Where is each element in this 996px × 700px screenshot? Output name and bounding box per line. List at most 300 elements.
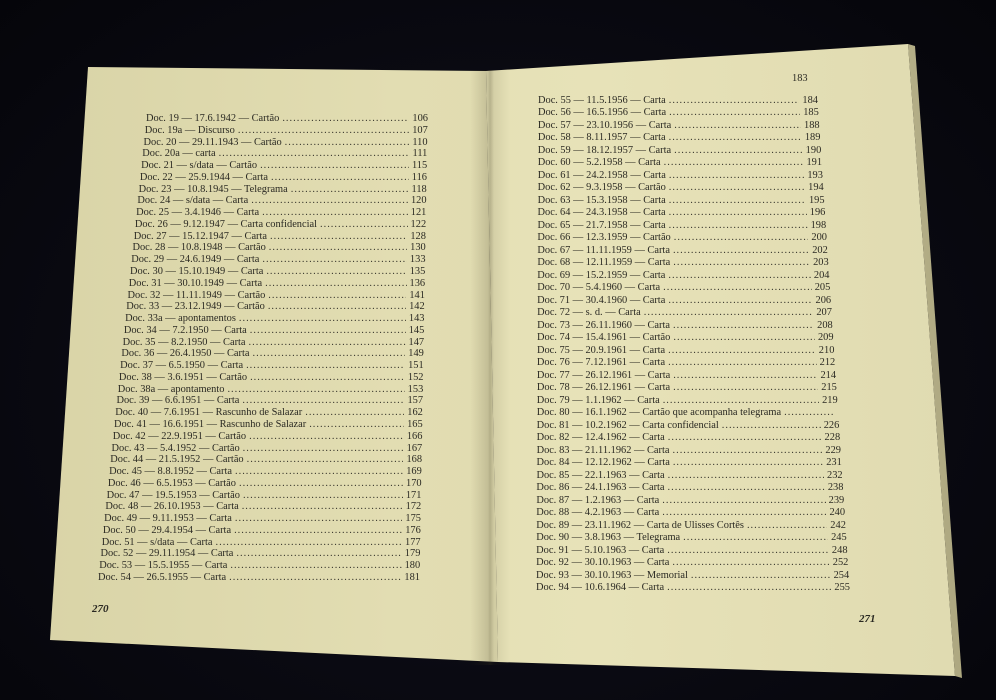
entry-title: Doc. 42 — 22.9.1951 — Cartão	[112, 430, 247, 442]
entry-title: Doc. 34 — 7.2.1950 — Carta	[123, 324, 247, 336]
leader-dots	[669, 170, 804, 182]
toc-entry	[537, 432, 841, 444]
toc-entry	[536, 557, 848, 569]
toc-entry	[537, 357, 835, 369]
leader-dots	[668, 295, 812, 307]
toc-entry	[537, 345, 834, 357]
leader-dots	[320, 219, 408, 231]
entry-title: Doc. 90 — 3.8.1963 — Telegrama	[536, 532, 681, 544]
leader-dots	[239, 478, 403, 490]
toc-entry	[107, 490, 422, 502]
entry-page-number: 162	[407, 407, 423, 419]
entry-title: Doc. 65 — 21.7.1958 — Carta	[537, 219, 666, 231]
entry-title: Doc. 68 — 12.11.1959 — Carta	[537, 257, 671, 269]
leader-dots	[246, 360, 405, 372]
leader-dots	[668, 345, 816, 357]
entry-title: Doc. 33 — 23.12.1949 — Cartão	[126, 301, 265, 313]
leader-dots	[238, 125, 409, 137]
entry-title: Doc. 40 — 7.6.1951 — Rascunho de Salazar	[115, 407, 303, 419]
leader-dots	[663, 395, 819, 407]
leader-dots	[243, 443, 404, 455]
entry-page-number: 176	[405, 524, 421, 536]
entry-title: Doc. 32 — 11.11.1949 — Cartão	[127, 289, 266, 301]
entry-page-number: 229	[825, 444, 841, 456]
entry-title: Doc. 20a — carta	[142, 148, 216, 160]
entry-page-number: 122	[410, 218, 427, 230]
toc-entry	[537, 382, 837, 394]
entry-page-number: 226	[823, 419, 840, 431]
toc-entry	[537, 370, 836, 382]
entry-page-number: 191	[806, 157, 823, 169]
entry-title: Doc. 81 — 10.2.1962 — Carta confidencial	[536, 419, 719, 431]
entry-title: Doc. 86 — 24.1.1963 — Carta	[536, 482, 665, 494]
entry-title: Doc. 87 — 1.2.1963 — Carta	[536, 494, 660, 506]
entry-page-number: 157	[407, 395, 424, 407]
entry-page-number: 204	[813, 269, 830, 281]
leader-dots	[662, 507, 826, 519]
entry-page-number: 165	[407, 419, 423, 430]
toc-entry	[538, 145, 821, 157]
toc-entry	[141, 160, 427, 172]
toc-entry	[537, 420, 840, 432]
entry-page-number: 142	[409, 301, 425, 313]
entry-title: Doc. 20 — 29.11.1943 — Cartão	[143, 136, 282, 148]
leader-dots	[669, 207, 807, 219]
leader-dots	[673, 332, 815, 344]
toc-entry	[137, 195, 426, 207]
entry-page-number: 208	[817, 319, 833, 331]
entry-page-number: 194	[808, 182, 824, 194]
entry-page-number: 130	[410, 242, 426, 254]
entry-title: Doc. 58 — 8.11.1957 — Carta	[537, 132, 666, 144]
leader-dots	[265, 278, 406, 290]
toc-entry	[538, 120, 820, 132]
leader-dots	[253, 348, 406, 360]
entry-title: Doc. 74 — 15.4.1961 — Cartão	[537, 332, 671, 344]
toc-entry	[113, 431, 423, 443]
leader-dots	[669, 132, 802, 144]
toc-entry	[129, 278, 425, 290]
leader-dots	[669, 107, 800, 119]
leader-dots	[230, 560, 401, 572]
entry-title: Doc. 41 — 16.6.1951 — Rascunho de Salazar	[114, 419, 307, 430]
entry-title: Doc. 64 — 24.3.1958 — Carta	[537, 207, 666, 219]
leader-dots	[227, 384, 404, 396]
leader-dots	[262, 207, 408, 219]
entry-title: Doc. 59 — 18.12.1957 — Carta	[537, 144, 672, 156]
entry-title: Doc. 29 — 24.6.1949 — Carta	[131, 254, 260, 266]
leader-dots	[309, 419, 404, 431]
leader-dots	[216, 537, 403, 549]
entry-title: Doc. 28 — 10.8.1948 — Cartão	[132, 242, 266, 254]
toc-entry	[536, 495, 844, 507]
leader-dots	[239, 313, 406, 325]
entry-page-number: 181	[404, 572, 420, 583]
entry-page-number: 198	[810, 219, 827, 231]
toc-entry	[126, 301, 424, 313]
entry-title: Doc. 30 — 15.10.1949 — Carta	[130, 266, 264, 277]
entry-title: Doc. 71 — 30.4.1960 — Carta	[537, 294, 666, 306]
leader-dots	[673, 445, 823, 457]
toc-entry	[128, 290, 425, 302]
entry-title: Doc. 57 — 23.10.1956 — Carta	[537, 119, 672, 131]
toc-entry	[120, 360, 424, 372]
entry-page-number: 110	[412, 136, 428, 148]
toc-entry	[538, 95, 818, 107]
entry-title: Doc. 38 — 3.6.1951 — Cartão	[118, 371, 248, 383]
entry-page-number: 143	[408, 313, 425, 325]
leader-dots	[234, 525, 402, 537]
entry-page-number: 248	[831, 544, 848, 556]
toc-entry	[144, 137, 428, 149]
entry-page-number: 255	[834, 582, 850, 593]
toc-entry	[537, 232, 827, 244]
entry-page-number: 240	[829, 507, 846, 519]
entry-title: Doc. 85 — 22.1.1963 — Carta	[536, 469, 665, 481]
leader-dots	[305, 407, 404, 419]
entry-page-number: 166	[406, 430, 423, 442]
toc-entry	[537, 270, 829, 282]
entry-page-number: 120	[410, 195, 427, 207]
toc-entry	[536, 570, 849, 582]
entry-title: Doc. 76 — 7.12.1961 — Carta	[536, 357, 666, 369]
toc-entry	[537, 407, 839, 419]
toc-entry	[103, 525, 421, 537]
top-page-number: 183	[792, 73, 808, 84]
entry-title: Doc. 48 — 26.10.1953 — Carta	[105, 501, 239, 513]
entry-title: Doc. 37 — 6.5.1950 — Carta	[120, 360, 244, 372]
toc-entry	[536, 482, 843, 494]
leader-dots	[662, 495, 825, 507]
leader-dots	[270, 231, 407, 243]
leader-dots	[673, 370, 817, 382]
leader-dots	[691, 570, 831, 582]
leader-dots	[669, 220, 808, 232]
entry-page-number: 212	[819, 357, 836, 369]
toc-entry	[538, 195, 825, 207]
toc-entry	[132, 242, 425, 254]
leader-dots	[722, 420, 821, 432]
entry-page-number: 205	[814, 282, 831, 294]
entry-page-number: 175	[405, 513, 421, 525]
toc-entry	[536, 520, 846, 532]
toc-entry	[142, 148, 427, 160]
toc-entry	[115, 407, 423, 419]
entry-page-number: 141	[409, 289, 425, 301]
entry-page-number: 231	[826, 457, 842, 469]
entry-page-number: 214	[820, 369, 837, 381]
toc-entry	[98, 572, 420, 584]
entry-page-number: 147	[408, 336, 425, 348]
leader-dots	[664, 157, 804, 169]
toc-entry	[537, 320, 833, 332]
toc-entry	[538, 132, 821, 144]
entry-title: Doc. 27 — 15.12.1947 — Carta	[133, 230, 268, 242]
leader-dots	[251, 195, 408, 207]
entry-title: Doc. 69 — 15.2.1959 — Carta	[537, 269, 666, 281]
entry-page-number: 196	[809, 207, 826, 219]
entry-title: Doc. 89 — 23.11.1962 — Carta de Ulisses Cortês	[536, 519, 744, 531]
entry-page-number: 228	[824, 432, 841, 444]
entry-page-number: 136	[409, 277, 426, 289]
leader-dots	[673, 382, 818, 394]
leader-dots	[683, 532, 828, 544]
entry-page-number: 121	[410, 207, 427, 219]
toc-entry	[135, 219, 426, 231]
entry-title: Doc. 47 — 19.5.1953 — Cartão	[106, 489, 240, 501]
entry-title: Doc. 49 — 9.11.1953 — Carta	[104, 513, 232, 525]
leader-dots	[674, 232, 809, 244]
leader-dots	[268, 290, 406, 302]
entry-title: Doc. 46 — 6.5.1953 — Cartão	[107, 477, 236, 489]
entry-page-number: 111	[412, 148, 428, 160]
toc-entry	[537, 332, 834, 344]
leader-dots	[669, 195, 806, 207]
entry-page-number: 254	[833, 569, 850, 581]
toc-entry	[536, 582, 850, 594]
entry-title: Doc. 19a — Discurso	[144, 124, 235, 136]
leader-dots	[242, 395, 404, 407]
leader-dots	[291, 184, 409, 196]
entry-title: Doc. 88 — 4.2.1963 — Carta	[536, 507, 660, 519]
entry-title: Doc. 36 — 26.4.1950 — Carta	[121, 348, 250, 360]
leader-dots	[229, 572, 401, 584]
leader-dots	[644, 307, 814, 319]
toc-entry	[140, 172, 427, 184]
entry-title: Doc. 73 — 26.11.1960 — Carta	[537, 319, 671, 331]
entry-page-number: 242	[830, 519, 846, 531]
toc-entry	[536, 470, 842, 482]
toc-entry	[123, 337, 424, 349]
toc-entry	[118, 384, 424, 396]
toc-entry	[121, 348, 424, 360]
toc-entry	[537, 445, 841, 457]
leader-dots	[673, 320, 814, 332]
toc-entry	[110, 454, 422, 466]
toc-entry	[537, 220, 826, 232]
leader-dots	[674, 120, 801, 132]
leader-dots	[269, 242, 407, 254]
leader-dots	[673, 457, 823, 469]
entry-page-number: 202	[812, 244, 828, 256]
leader-dots	[784, 407, 835, 419]
toc-entry	[537, 257, 828, 269]
leader-dots	[242, 501, 403, 513]
leader-dots	[260, 160, 409, 172]
toc-entry	[130, 266, 425, 278]
toc-entry	[114, 419, 423, 431]
toc-entry	[538, 170, 823, 182]
toc-entry	[536, 532, 847, 544]
leader-dots	[663, 282, 812, 294]
entry-title: Doc. 21 — s/data — Cartão	[141, 160, 258, 172]
leader-dots	[669, 182, 805, 194]
leader-dots	[668, 482, 825, 494]
leader-dots	[672, 557, 829, 569]
entry-page-number: 168	[406, 454, 423, 466]
toc-entry	[99, 560, 420, 572]
entry-title: Doc. 61 — 24.2.1958 — Carta	[537, 169, 666, 181]
entry-title: Doc. 54 — 26.5.1955 — Carta	[98, 572, 227, 583]
entry-title: Doc. 26 — 9.12.1947 — Carta confidencial	[134, 218, 318, 230]
entry-title: Doc. 94 — 10.6.1964 — Carta	[536, 582, 665, 593]
entry-page-number: 207	[816, 307, 832, 319]
toc-entry	[145, 125, 428, 137]
entry-page-number: 172	[405, 501, 422, 513]
entry-page-number: 185	[803, 107, 819, 119]
leader-dots	[282, 113, 409, 125]
entry-title: Doc. 93 — 30.10.1963 — Memorial	[536, 569, 688, 581]
entry-page-number: 135	[409, 266, 426, 277]
entry-page-number: 167	[406, 442, 423, 454]
entry-title: Doc. 82 — 12.4.1962 — Carta	[536, 432, 665, 444]
entry-title: Doc. 53 — 15.5.1955 — Carta	[99, 560, 228, 572]
toc-entry	[124, 325, 424, 337]
entry-page-number: 203	[813, 257, 829, 269]
entry-page-number: 184	[802, 95, 818, 106]
entry-page-number: 239	[828, 494, 845, 506]
toc-entry	[538, 207, 826, 219]
entry-title: Doc. 45 — 8.8.1952 — Carta	[109, 466, 232, 478]
entry-page-number: 149	[408, 348, 424, 360]
left-folio: 270	[92, 603, 109, 615]
toc-entry	[537, 457, 842, 469]
toc-entry	[536, 545, 847, 557]
entry-title: Doc. 50 — 29.4.1954 — Carta	[102, 524, 232, 536]
entry-page-number: 232	[827, 469, 843, 481]
entry-title: Doc. 63 — 15.3.1958 — Carta	[537, 194, 666, 206]
toc-entry	[131, 254, 425, 266]
entry-page-number: 200	[811, 232, 827, 244]
leader-dots	[673, 245, 809, 257]
entry-title: Doc. 66 — 12.3.1959 — Cartão	[537, 232, 671, 244]
leader-dots	[669, 95, 800, 107]
entry-page-number: 195	[808, 194, 825, 206]
toc-entry	[537, 295, 831, 307]
leader-dots	[249, 337, 406, 349]
leader-dots	[271, 172, 409, 184]
entry-title: Doc. 67 — 11.11.1959 — Carta	[537, 244, 670, 256]
entry-page-number: 189	[804, 132, 821, 144]
toc-entry	[538, 157, 822, 169]
entry-title: Doc. 35 — 8.2.1950 — Carta	[122, 336, 246, 348]
leader-dots	[674, 145, 803, 157]
entry-page-number: 252	[832, 557, 849, 569]
toc-entry	[538, 182, 824, 194]
toc-entry	[102, 537, 421, 549]
entry-page-number: 133	[409, 254, 426, 266]
toc-entry	[537, 307, 832, 319]
entry-title: Doc. 39 — 6.6.1951 — Carta	[116, 395, 240, 407]
entry-title: Doc. 23 — 10.8.1945 — Telegrama	[138, 183, 288, 195]
toc-entry	[125, 313, 424, 325]
toc-entry	[537, 282, 830, 294]
entry-title: Doc. 70 — 5.4.1960 — Carta	[537, 282, 661, 294]
entry-title: Doc. 83 — 21.11.1962 — Carta	[536, 444, 670, 456]
entry-page-number: 152	[407, 371, 424, 383]
entry-page-number: 190	[805, 144, 822, 156]
toc-entry	[112, 443, 423, 455]
leader-dots	[268, 301, 406, 313]
entry-page-number: 128	[410, 230, 426, 242]
toc-entry	[536, 507, 845, 519]
entry-title: Doc. 19 — 17.6.1942 — Cartão	[146, 113, 280, 124]
entry-title: Doc. 25 — 3.4.1946 — Carta	[136, 207, 260, 219]
entry-title: Doc. 51 — s/data — Carta	[101, 536, 213, 548]
entry-page-number: 116	[411, 171, 427, 183]
toc-entry	[108, 478, 422, 490]
entry-page-number: 118	[411, 183, 427, 195]
entry-page-number: 179	[404, 548, 421, 560]
entry-page-number: 177	[405, 536, 421, 548]
leader-dots	[235, 466, 403, 478]
entry-page-number: 238	[827, 482, 844, 494]
toc-entry	[109, 466, 422, 478]
leader-dots	[249, 431, 404, 443]
toc-entry	[538, 107, 819, 119]
entry-page-number: 153	[407, 383, 424, 395]
entry-title: Doc. 22 — 25.9.1944 — Carta	[139, 171, 268, 183]
toc-entry	[136, 207, 426, 219]
entry-title: Doc. 79 — 1.1.1962 — Carta	[536, 394, 660, 406]
leader-dots	[667, 582, 831, 594]
leader-dots	[668, 357, 817, 369]
entry-page-number: 180	[404, 560, 421, 572]
entry-title: Doc. 78 — 26.12.1961 — Carta	[536, 382, 671, 394]
toc-entry	[100, 548, 420, 560]
leader-dots	[285, 137, 410, 149]
leader-dots	[668, 470, 824, 482]
entry-title: Doc. 84 — 12.12.1962 — Carta	[536, 457, 670, 469]
entry-page-number: 219	[822, 394, 838, 406]
entry-page-number: 206	[815, 294, 832, 306]
leader-dots	[250, 325, 406, 337]
leader-dots	[262, 254, 407, 266]
toc-entry	[537, 395, 838, 407]
leader-dots	[247, 454, 404, 466]
toc-entry	[104, 513, 421, 525]
toc-entry	[537, 245, 827, 257]
leader-dots	[668, 432, 822, 444]
entry-page-number: 107	[412, 124, 428, 136]
entry-title: Doc. 80 — 16.1.1962 — Cartão que acompanha telegrama	[536, 407, 782, 419]
entry-title: Doc. 44 — 21.5.1952 — Cartão	[110, 454, 244, 466]
entry-title: Doc. 72 — s. d. — Carta	[537, 307, 641, 319]
leader-dots	[243, 490, 403, 502]
leader-dots	[673, 257, 810, 269]
entry-page-number: 209	[817, 332, 834, 344]
toc-entry	[134, 231, 426, 243]
entry-title: Doc. 38a — apontamento	[117, 383, 225, 395]
leader-dots	[668, 270, 810, 282]
entry-title: Doc. 24 — s/data — Carta	[137, 195, 249, 207]
entry-page-number: 170	[406, 477, 422, 489]
entry-page-number: 115	[411, 160, 428, 172]
toc-entry	[139, 184, 427, 196]
toc-entry	[146, 113, 428, 125]
entry-title: Doc. 56 — 16.5.1956 — Carta	[537, 107, 667, 119]
leader-dots	[235, 513, 403, 525]
entry-title: Doc. 33a — apontamentos	[125, 313, 236, 325]
leader-dots	[266, 266, 406, 278]
leader-dots	[667, 545, 829, 557]
entry-title: Doc. 77 — 26.12.1961 — Carta	[536, 369, 671, 381]
entry-title: Doc. 62 — 9.3.1958 — Cartão	[537, 182, 666, 194]
toc-entry	[116, 395, 423, 407]
entry-page-number: 193	[807, 169, 823, 181]
entry-page-number: 171	[405, 489, 422, 501]
entry-title: Doc. 92 — 30.10.1963 — Carta	[536, 557, 670, 569]
